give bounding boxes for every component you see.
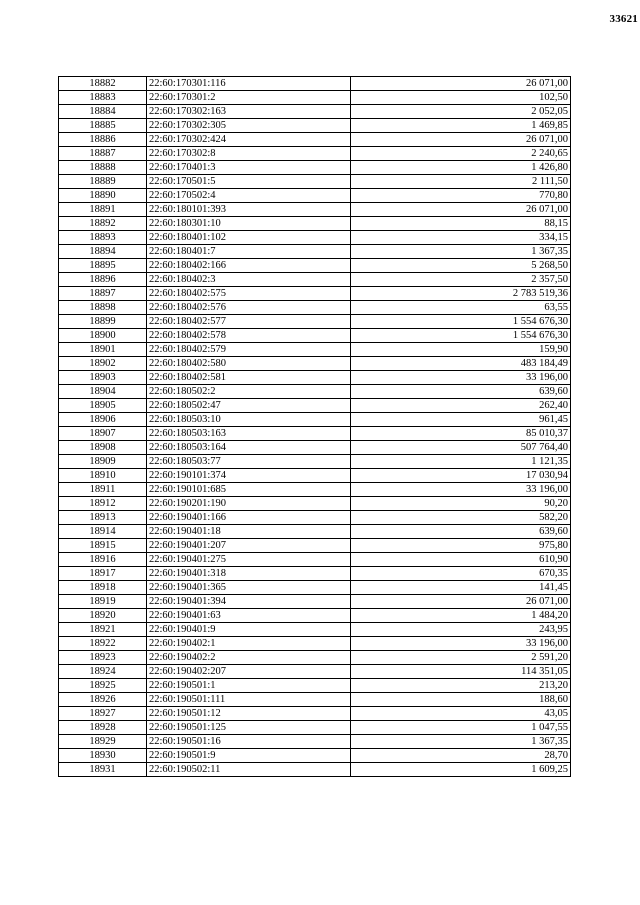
cadastral-number-cell: 22:60:190402:2 bbox=[147, 651, 351, 665]
cadastral-number-cell: 22:60:190201:190 bbox=[147, 497, 351, 511]
cadastral-number-cell: 22:60:190401:275 bbox=[147, 553, 351, 567]
amount-cell: 2 111,50 bbox=[351, 175, 571, 189]
amount-cell: 33 196,00 bbox=[351, 371, 571, 385]
table-row bbox=[59, 735, 571, 749]
row-number-cell: 18925 bbox=[59, 679, 147, 693]
table-row bbox=[59, 609, 571, 623]
table-row bbox=[59, 259, 571, 273]
row-number-cell: 18926 bbox=[59, 693, 147, 707]
table-row bbox=[59, 245, 571, 259]
amount-cell: 26 071,00 bbox=[351, 595, 571, 609]
row-number-cell: 18912 bbox=[59, 497, 147, 511]
table-row bbox=[59, 399, 571, 413]
row-number-cell: 18896 bbox=[59, 273, 147, 287]
cadastral-number-cell: 22:60:190401:9 bbox=[147, 623, 351, 637]
row-number-cell: 18930 bbox=[59, 749, 147, 763]
row-number-cell: 18898 bbox=[59, 301, 147, 315]
amount-cell: 2 357,50 bbox=[351, 273, 571, 287]
amount-cell: 1 047,55 bbox=[351, 721, 571, 735]
row-number-cell: 18921 bbox=[59, 623, 147, 637]
cadastral-number-cell: 22:60:180402:578 bbox=[147, 329, 351, 343]
amount-cell: 63,55 bbox=[351, 301, 571, 315]
row-number-cell: 18905 bbox=[59, 399, 147, 413]
row-number-cell: 18886 bbox=[59, 133, 147, 147]
cadastral-number-cell: 22:60:180503:10 bbox=[147, 413, 351, 427]
table-row bbox=[59, 441, 571, 455]
cadastral-number-cell: 22:60:190501:12 bbox=[147, 707, 351, 721]
row-number-cell: 18909 bbox=[59, 455, 147, 469]
amount-cell: 188,60 bbox=[351, 693, 571, 707]
table-row bbox=[59, 413, 571, 427]
amount-cell: 85 010,37 bbox=[351, 427, 571, 441]
row-number-cell: 18901 bbox=[59, 343, 147, 357]
row-number-cell: 18904 bbox=[59, 385, 147, 399]
amount-cell: 1 367,35 bbox=[351, 735, 571, 749]
cadastral-number-cell: 22:60:190501:125 bbox=[147, 721, 351, 735]
table-row bbox=[59, 693, 571, 707]
row-number-cell: 18914 bbox=[59, 525, 147, 539]
amount-cell: 582,20 bbox=[351, 511, 571, 525]
table-row bbox=[59, 133, 571, 147]
row-number-cell: 18908 bbox=[59, 441, 147, 455]
table-row bbox=[59, 595, 571, 609]
amount-cell: 483 184,49 bbox=[351, 357, 571, 371]
cadastral-number-cell: 22:60:190401:365 bbox=[147, 581, 351, 595]
table-row bbox=[59, 483, 571, 497]
row-number-cell: 18892 bbox=[59, 217, 147, 231]
amount-cell: 961,45 bbox=[351, 413, 571, 427]
amount-cell: 1 484,20 bbox=[351, 609, 571, 623]
cadastral-number-cell: 22:60:190401:318 bbox=[147, 567, 351, 581]
amount-cell: 1 609,25 bbox=[351, 763, 571, 777]
table-row bbox=[59, 679, 571, 693]
row-number-cell: 18888 bbox=[59, 161, 147, 175]
cadastral-number-cell: 22:60:170301:2 bbox=[147, 91, 351, 105]
row-number-cell: 18913 bbox=[59, 511, 147, 525]
amount-cell: 334,15 bbox=[351, 231, 571, 245]
cadastral-number-cell: 22:60:170401:3 bbox=[147, 161, 351, 175]
cadastral-number-cell: 22:60:190402:1 bbox=[147, 637, 351, 651]
cadastral-number-cell: 22:60:180101:393 bbox=[147, 203, 351, 217]
table-row bbox=[59, 217, 571, 231]
table-row bbox=[59, 357, 571, 371]
row-number-cell: 18893 bbox=[59, 231, 147, 245]
table-row bbox=[59, 273, 571, 287]
row-number-cell: 18923 bbox=[59, 651, 147, 665]
table-row bbox=[59, 455, 571, 469]
cadastral-number-cell: 22:60:170301:116 bbox=[147, 77, 351, 91]
amount-cell: 670,35 bbox=[351, 567, 571, 581]
cadastral-number-cell: 22:60:180503:163 bbox=[147, 427, 351, 441]
row-number-cell: 18922 bbox=[59, 637, 147, 651]
table-row bbox=[59, 427, 571, 441]
amount-cell: 33 196,00 bbox=[351, 637, 571, 651]
amount-cell: 639,60 bbox=[351, 525, 571, 539]
amount-cell: 770,80 bbox=[351, 189, 571, 203]
amount-cell: 2 591,20 bbox=[351, 651, 571, 665]
table-row bbox=[59, 665, 571, 679]
row-number-cell: 18927 bbox=[59, 707, 147, 721]
cadastral-number-cell: 22:60:190101:374 bbox=[147, 469, 351, 483]
row-number-cell: 18928 bbox=[59, 721, 147, 735]
table-body bbox=[59, 77, 571, 777]
table-row bbox=[59, 287, 571, 301]
cadastral-number-cell: 22:60:180402:3 bbox=[147, 273, 351, 287]
cadastral-number-cell: 22:60:170502:4 bbox=[147, 189, 351, 203]
cadastral-number-cell: 22:60:180402:166 bbox=[147, 259, 351, 273]
row-number-cell: 18882 bbox=[59, 77, 147, 91]
amount-cell: 102,50 bbox=[351, 91, 571, 105]
amount-cell: 1 121,35 bbox=[351, 455, 571, 469]
cadastral-number-cell: 22:60:190402:207 bbox=[147, 665, 351, 679]
amount-cell: 639,60 bbox=[351, 385, 571, 399]
table-row bbox=[59, 119, 571, 133]
cadastral-number-cell: 22:60:180502:2 bbox=[147, 385, 351, 399]
cadastral-number-cell: 22:60:190401:63 bbox=[147, 609, 351, 623]
cadastral-number-cell: 22:60:170302:8 bbox=[147, 147, 351, 161]
table-row bbox=[59, 581, 571, 595]
row-number-cell: 18885 bbox=[59, 119, 147, 133]
row-number-cell: 18918 bbox=[59, 581, 147, 595]
amount-cell: 507 764,40 bbox=[351, 441, 571, 455]
row-number-cell: 18889 bbox=[59, 175, 147, 189]
row-number-cell: 18897 bbox=[59, 287, 147, 301]
table-row bbox=[59, 525, 571, 539]
row-number-cell: 18891 bbox=[59, 203, 147, 217]
amount-cell: 88,15 bbox=[351, 217, 571, 231]
cadastral-number-cell: 22:60:180402:576 bbox=[147, 301, 351, 315]
cadastral-number-cell: 22:60:180301:10 bbox=[147, 217, 351, 231]
cadastral-number-cell: 22:60:180503:164 bbox=[147, 441, 351, 455]
table-row bbox=[59, 707, 571, 721]
row-number-cell: 18931 bbox=[59, 763, 147, 777]
row-number-cell: 18890 bbox=[59, 189, 147, 203]
table-row bbox=[59, 497, 571, 511]
cadastral-number-cell: 22:60:190501:111 bbox=[147, 693, 351, 707]
cadastral-number-cell: 22:60:190502:11 bbox=[147, 763, 351, 777]
table-row bbox=[59, 721, 571, 735]
row-number-cell: 18895 bbox=[59, 259, 147, 273]
row-number-cell: 18899 bbox=[59, 315, 147, 329]
amount-cell: 5 268,50 bbox=[351, 259, 571, 273]
amount-cell: 26 071,00 bbox=[351, 203, 571, 217]
amount-cell: 28,70 bbox=[351, 749, 571, 763]
row-number-cell: 18915 bbox=[59, 539, 147, 553]
amount-cell: 17 030,94 bbox=[351, 469, 571, 483]
amount-cell: 2 052,05 bbox=[351, 105, 571, 119]
amount-cell: 33 196,00 bbox=[351, 483, 571, 497]
table-row bbox=[59, 147, 571, 161]
amount-cell: 975,80 bbox=[351, 539, 571, 553]
amount-cell: 26 071,00 bbox=[351, 77, 571, 91]
table-row bbox=[59, 77, 571, 91]
table-row bbox=[59, 315, 571, 329]
table-row bbox=[59, 105, 571, 119]
row-number-cell: 18907 bbox=[59, 427, 147, 441]
row-number-cell: 18911 bbox=[59, 483, 147, 497]
cadastral-table bbox=[58, 76, 571, 777]
row-number-cell: 18916 bbox=[59, 553, 147, 567]
table-row bbox=[59, 189, 571, 203]
row-number-cell: 18903 bbox=[59, 371, 147, 385]
row-number-cell: 18884 bbox=[59, 105, 147, 119]
table-row bbox=[59, 651, 571, 665]
table-row bbox=[59, 749, 571, 763]
amount-cell: 2 240,65 bbox=[351, 147, 571, 161]
table-row bbox=[59, 469, 571, 483]
row-number-cell: 18887 bbox=[59, 147, 147, 161]
row-number-cell: 18894 bbox=[59, 245, 147, 259]
table-row bbox=[59, 301, 571, 315]
cadastral-number-cell: 22:60:190401:394 bbox=[147, 595, 351, 609]
table-row bbox=[59, 343, 571, 357]
cadastral-number-cell: 22:60:170501:5 bbox=[147, 175, 351, 189]
cadastral-number-cell: 22:60:180503:77 bbox=[147, 455, 351, 469]
amount-cell: 90,20 bbox=[351, 497, 571, 511]
cadastral-number-cell: 22:60:190101:685 bbox=[147, 483, 351, 497]
cadastral-number-cell: 22:60:180402:577 bbox=[147, 315, 351, 329]
cadastral-number-cell: 22:60:180402:575 bbox=[147, 287, 351, 301]
row-number-cell: 18920 bbox=[59, 609, 147, 623]
cadastral-number-cell: 22:60:190501:16 bbox=[147, 735, 351, 749]
cadastral-number-cell: 22:60:180401:7 bbox=[147, 245, 351, 259]
table-row bbox=[59, 553, 571, 567]
cadastral-number-cell: 22:60:190501:9 bbox=[147, 749, 351, 763]
table-row bbox=[59, 539, 571, 553]
row-number-cell: 18924 bbox=[59, 665, 147, 679]
row-number-cell: 18883 bbox=[59, 91, 147, 105]
amount-cell: 1 554 676,30 bbox=[351, 329, 571, 343]
amount-cell: 26 071,00 bbox=[351, 133, 571, 147]
table-row bbox=[59, 91, 571, 105]
table-row bbox=[59, 385, 571, 399]
row-number-cell: 18906 bbox=[59, 413, 147, 427]
amount-cell: 213,20 bbox=[351, 679, 571, 693]
amount-cell: 1 367,35 bbox=[351, 245, 571, 259]
row-number-cell: 18917 bbox=[59, 567, 147, 581]
amount-cell: 114 351,05 bbox=[351, 665, 571, 679]
amount-cell: 610,90 bbox=[351, 553, 571, 567]
cadastral-number-cell: 22:60:170302:305 bbox=[147, 119, 351, 133]
amount-cell: 159,90 bbox=[351, 343, 571, 357]
cadastral-number-cell: 22:60:180401:102 bbox=[147, 231, 351, 245]
table-row bbox=[59, 763, 571, 777]
cadastral-number-cell: 22:60:170302:424 bbox=[147, 133, 351, 147]
cadastral-number-cell: 22:60:190401:207 bbox=[147, 539, 351, 553]
cadastral-number-cell: 22:60:190401:166 bbox=[147, 511, 351, 525]
table-row bbox=[59, 175, 571, 189]
table-row bbox=[59, 203, 571, 217]
row-number-cell: 18902 bbox=[59, 357, 147, 371]
table-row bbox=[59, 637, 571, 651]
amount-cell: 1 554 676,30 bbox=[351, 315, 571, 329]
amount-cell: 1 426,80 bbox=[351, 161, 571, 175]
table-row bbox=[59, 371, 571, 385]
amount-cell: 2 783 519,36 bbox=[351, 287, 571, 301]
cadastral-number-cell: 22:60:170302:163 bbox=[147, 105, 351, 119]
amount-cell: 141,45 bbox=[351, 581, 571, 595]
row-number-cell: 18929 bbox=[59, 735, 147, 749]
table-row bbox=[59, 231, 571, 245]
amount-cell: 1 469,85 bbox=[351, 119, 571, 133]
table-row bbox=[59, 623, 571, 637]
row-number-cell: 18910 bbox=[59, 469, 147, 483]
row-number-cell: 18919 bbox=[59, 595, 147, 609]
table-row bbox=[59, 511, 571, 525]
amount-cell: 243,95 bbox=[351, 623, 571, 637]
table-row bbox=[59, 329, 571, 343]
page-number: 33621 bbox=[609, 13, 638, 25]
table-row bbox=[59, 567, 571, 581]
amount-cell: 43,05 bbox=[351, 707, 571, 721]
cadastral-number-cell: 22:60:190501:1 bbox=[147, 679, 351, 693]
cadastral-number-cell: 22:60:180402:579 bbox=[147, 343, 351, 357]
amount-cell: 262,40 bbox=[351, 399, 571, 413]
row-number-cell: 18900 bbox=[59, 329, 147, 343]
table-row bbox=[59, 161, 571, 175]
cadastral-number-cell: 22:60:180402:580 bbox=[147, 357, 351, 371]
cadastral-number-cell: 22:60:180402:581 bbox=[147, 371, 351, 385]
cadastral-number-cell: 22:60:180502:47 bbox=[147, 399, 351, 413]
cadastral-number-cell: 22:60:190401:18 bbox=[147, 525, 351, 539]
